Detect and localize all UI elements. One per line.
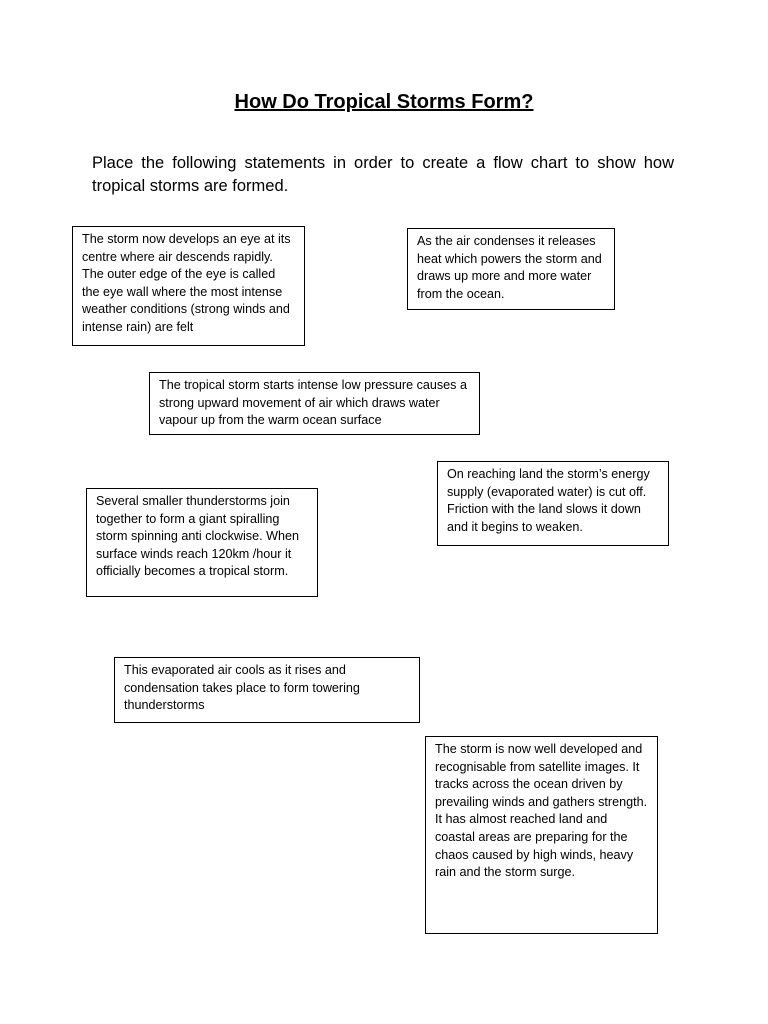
page-title: How Do Tropical Storms Form?	[234, 91, 534, 113]
statement-box-evaporated-air: This evaporated air cools as it rises and condensation takes place to form towering thunderstorms	[114, 657, 420, 723]
statement-box-low-pressure: The tropical storm starts intense low pressure causes a strong upward movement of air which draws water vapour up from the warm ocean surface	[149, 372, 480, 435]
statement-box-condensation-heat: As the air condenses it releases heat which powers the storm and draws up more and more water from the ocean.	[407, 228, 615, 310]
statement-box-well-developed: The storm is now well developed and recognisable from satellite images. It tracks across the ocean driven by prevailing winds and gathers strength. It has almost reached land and coastal areas are preparing for the chaos caused by high winds, heavy rain and the storm surge.	[425, 736, 658, 934]
instructions-text: Place the following statements in order to create a flow chart to show how tropical storms are formed.	[92, 154, 674, 195]
statement-box-thunderstorms-join: Several smaller thunderstorms join together to form a giant spiralling storm spinning anti clockwise. When surface winds reach 120km /hour it officially becomes a tropical storm.	[86, 488, 318, 597]
statement-box-eye: The storm now develops an eye at its centre where air descends rapidly. The outer edge of the eye is called the eye wall where the most intense weather conditions (strong winds and intense rain) are felt	[72, 226, 305, 346]
statement-box-reaching-land: On reaching land the storm’s energy supply (evaporated water) is cut off. Friction with the land slows it down and it begins to weaken.	[437, 461, 669, 546]
